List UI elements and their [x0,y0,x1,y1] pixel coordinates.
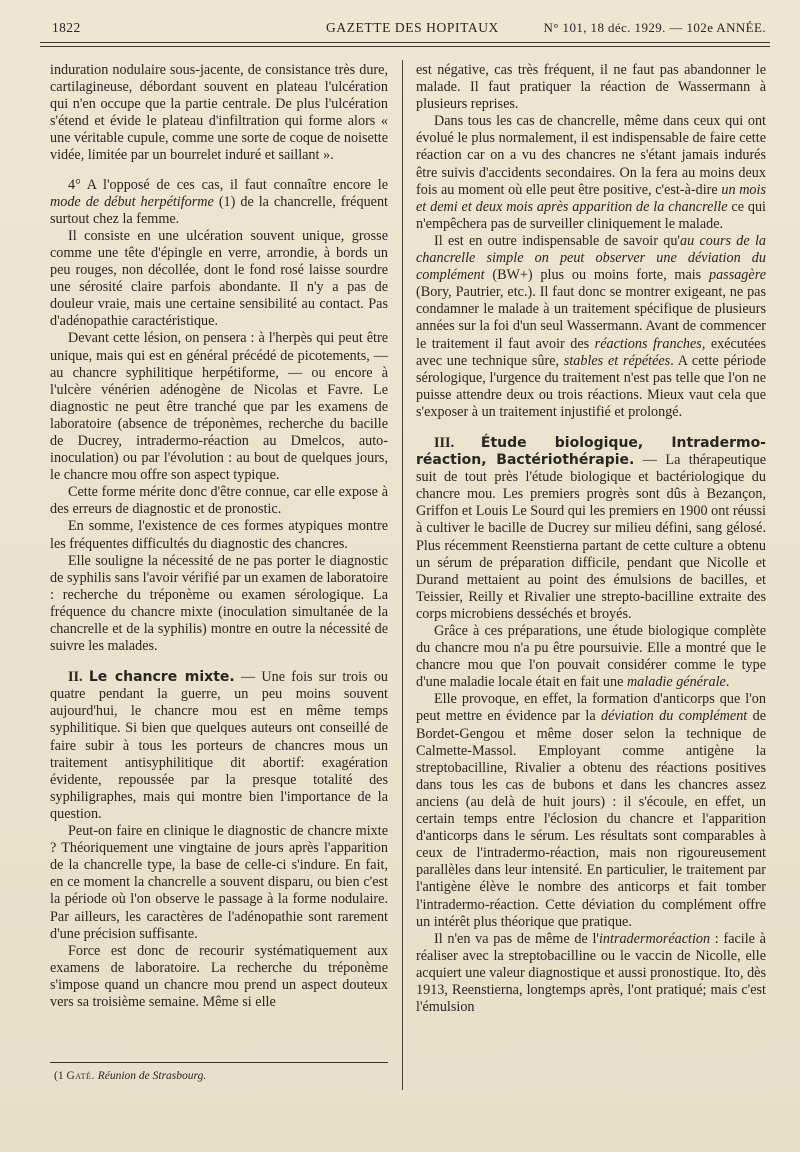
paragraph-herpetiform: 4° A l'opposé de ces cas, il faut connaître encore le mode de début herpétiforme (1) de la chancrelle, fréquent surtout chez la femme. [50,176,388,227]
paragraph: Elle provoque, en effet, la formation d'anticorps que l'on peut mettre en évidence par la déviation du complément de Bordet-Gengou et même doser selon la technique de Calmette-Massol. Employant comme antigène la streptobacilline, Rivalier a obtenu des réactions positives dans tous les cas de bubons et dans les chancres assez anciens (au delà de huit jours) : il s'écoule, en effet, un certain temps entre l'éclosion du chancre et l'apparition d'anticorps dans le sérum. Les résultats sont comparables à ceux de l'intradermo-réaction, mais non rigoureusement parallèles dans leur intensité. En particulier, le traitement par l'antigène élève le nombre des anticorps et fait tomber l'intradermo-réaction. Cette déviation du complément offre un intérêt plus théorique que pratique. [416,691,766,930]
header-rule-bottom [40,46,770,47]
left-column [50,62,388,1011]
section-etude-biologique: III. Étude biologique, Intradermo-réaction, Bactériothérapie. — La thérapeutique suit de tout près l'étude biologique et bactériologique du chancre mou. Les premiers progrès sont dûs à Bezançon, Griffon et Louis Le Sourd qui les premiers en 1900 ont réussi à cultiver le bacille de Ducrey sur milieu défini, sang gélosé. Plus récemment Reenstierna partant de cette culture a obtenu un sérum de préparation difficile, pendant que Nicolle et Durand mettaient au point des émulsions de bacilles, et Teissier, Reilly et Rivalier une strepto-bacilline extraite des corps microbiens desséchés et broyés. [416,434,766,622]
paragraph: Grâce à ces préparations, une étude biologique complète du chancre mou n'a pu être poursuivie. Elle a montré que le chancre mou que l'on pouvait considérer comme le type d'une maladie locale était en fait une maladie générale. [416,623,766,691]
footnote: (1 Gaté. Réunion de Strasbourg. [54,1070,207,1082]
paragraph: Il est en outre indispensable de savoir qu'au cours de la chancrelle simple on peut observer une déviation du complément (BW+) plus ou moins forte, mais passagère (Bory, Pautrier, etc.). Il faut donc se montrer exigeant, ne pas condamner le malade à un traitement spécifique de plusieurs années sur la foi d'un seul Wassermann. Avant de commencer le traitement il faut avoir des réactions franches, exécutées avec une technique sûre, stables et répétées. A cette période sérologique, l'urgence du traitement n'est pas telle que l'on ne puisse attendre deux ou trois réactions. Mieux vaut cela que s'exposer à un traitement injustifié et prolongé. [416,232,767,420]
paragraph: induration nodulaire sous-jacente, de consistance très dure, cartilagineuse, débordant souvent en plateau l'ulcération qui n'en occupe que la partie centrale. De plus l'ulcération s'étend et évide le plateau d'infiltration qui forme alors « une véritable cupule, comme une sorte de coque de noisette vidée, limitée par un bourrelet induré et saillant ». [50,62,389,164]
paragraph: Force est donc de recourir systématiquement aux examens de laboratoire. La recherche du tréponème s'impose quand un chancre mou prend un aspect douteux vers sa troisième semaine. Même si elle [50,942,388,1010]
paragraph: Elle souligne la nécessité de ne pas porter le diagnostic de syphilis sans l'avoir vérifié par un examen de laboratoire : recherche du tréponème ou examen sérologique. La fréquence du chancre mixte (inoculation simultanée de la chancrelle et de la syphilis) montre en outre la nécessité de suivre les malades. [50,552,388,655]
section-heading: Étude biologique, Intradermo-réaction, Bactériothérapie. [416,434,766,469]
paragraph: Il consiste en une ulcération souvent unique, grosse comme une tête d'épingle en verre, arrondie, à bords un peu rouges, non décollée, dont le fond rosé laisse sourdre une sérosité claire parfois abondante. Il n'y a pas de douleur vraie, mais une certaine sensibilité au contact. Pas d'adénopathie caractéristique. [50,227,388,330]
paragraph: Dans tous les cas de chancrelle, même dans ceux qui ont évolué le plus normalement, il est indispensable de faire cette réaction car on a vu des chancres ne s'étant jamais indurés être suivis d'accidents secondaires. On la fera au moins deux fois au moment où elle peut être positive, c'est-à-dire un mois et demi et deux mois après apparition de la chancrelle ce qui n'empêchera pas de surveiller cliniquement le malade. [416,113,766,232]
section-chancre-mixte: II. Le chancre mixte. — Une fois sur trois ou quatre pendant la guerre, un peu moins souvent aujourd'hui, le chancre mou est en même temps syphilitique. Si bien que quelques auteurs ont conseillé de faire subir à tous les porteurs de chancres mous un traitement antisyphilitique dit abortif: exagération évidente, repoussée par la presque totalité des syphiligraphes, mais qui montre bien l'importance de la question. [50,669,389,822]
journal-title: GAZETTE DES HOPITAUX [326,20,499,35]
paragraph: En somme, l'existence de ces formes atypiques montre les fréquentes difficultés du diagnostic des chancres. [50,518,388,552]
page-number: 1822 [52,20,81,35]
right-column [416,62,766,1016]
footnote-rule [50,1062,388,1063]
paragraph: Il n'en va pas de même de l'intradermoréaction : facile à réaliser avec la streptobacilline ou le vaccin de Nicolle, elle acquiert une valeur diagnostique et aussi pronostique. Ito, dès 1913, Reenstierna, longtemps après, l'ont pratiqué; mais c'est l'émulsion [416,930,766,1016]
paragraph: est négative, cas très fréquent, il ne faut pas abandonner le malade. Il faut pratiquer la réaction de Wassermann à plusieurs reprises. [416,62,766,113]
header-rule-top [40,42,770,43]
paragraph: Cette forme mérite donc d'être connue, car elle expose à des erreurs de diagnostic et de pronostic. [50,484,388,518]
issue-info: N° 101, 18 déc. 1929. — 102e ANNÉE. [543,20,766,35]
section-heading: Le chancre mixte. [88,669,235,686]
paragraph: Devant cette lésion, on pensera : à l'herpès qui peut être unique, mais qui est en général précédé de picotements, — au chancre syphilitique herpétiforme, — ou encore à l'ulcère vénérien adénogène de Nicolas et Favre. Le diagnostic ne peut être tranché que par les examens de laboratoire (absence de tréponèmes, recherche du bacille de Ducrey, intradermo-réaction au Dmelcos, auto-inoculation) ou par l'évolution : au bout de quelques jours, le chancre mou offre son aspect typique. [50,330,388,484]
paragraph: Peut-on faire en clinique le diagnostic de chancre mixte ? Théoriquement une vingtaine de jours après l'apparition de la chancrelle type, la base de celle-ci s'indure. En fait, en ce moment la chancrelle a souvent disparu, ou bien c'est la période où l'on observe le passage à la forme nodulaire. Par ailleurs, les caractères de l'adénopathie sont rarement d'une précision suffisante. [50,823,388,942]
column-separator [402,60,403,1090]
